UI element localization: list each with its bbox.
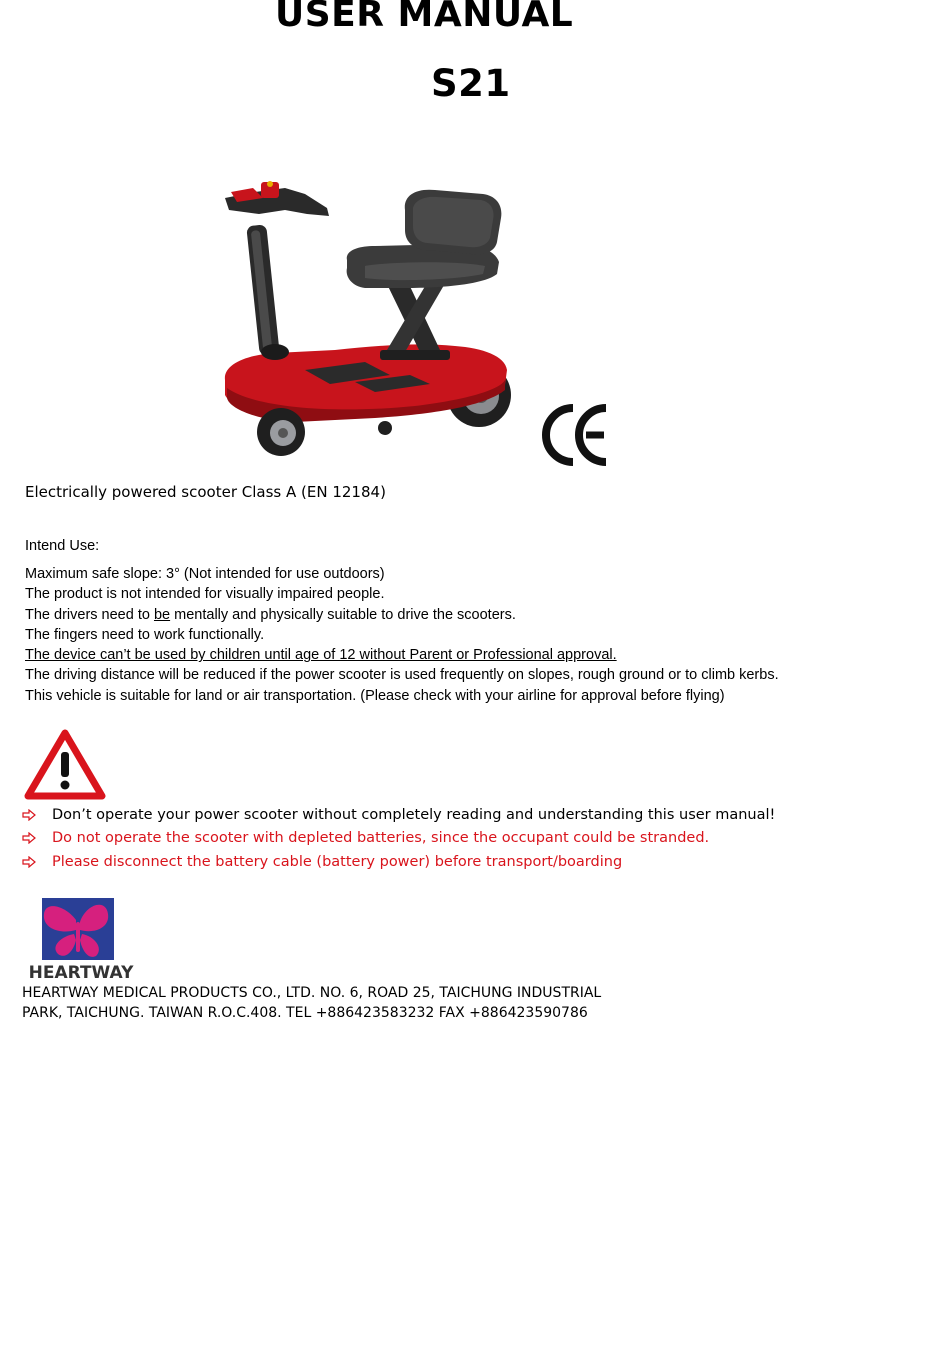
- intend-use-text: mentally and physically suitable to drive the scooters.: [170, 606, 516, 623]
- intend-use-item: The fingers need to work functionally.: [25, 626, 265, 643]
- warning-triangle-icon: [24, 728, 106, 800]
- intend-use-heading: Intend Use:: [25, 538, 100, 554]
- warning-text: Do not operate the scooter with depleted batteries, since the occupant could be stranded.: [52, 830, 710, 847]
- intend-use-item-age-restriction: The device can’t be used by children until age of 12 without Parent or Professional approval.: [25, 647, 617, 664]
- intend-use-item: The product is not intended for visually impaired people.: [25, 586, 385, 603]
- heartway-logo: [24, 896, 139, 982]
- scooter-image: [215, 170, 535, 460]
- logo-wordmark: HEARTWAY: [28, 963, 134, 982]
- company-address-line: PARK, TAICHUNG. TAIWAN R.O.C.408. TEL +886423583232 FAX +886423590786: [22, 1005, 588, 1021]
- intend-use-text: The drivers need to: [25, 606, 154, 623]
- warning-item: [22, 850, 775, 874]
- intend-use-item: [25, 605, 779, 625]
- warning-item: [22, 827, 775, 851]
- warning-text: Please disconnect the battery cable (battery power) before transport/boarding: [52, 853, 623, 870]
- arrow-right-outline-icon: [22, 809, 36, 821]
- intend-use-list: [25, 564, 779, 706]
- intend-use-item: Maximum safe slope: 3° (Not intended for use outdoors): [25, 566, 385, 582]
- company-address: [22, 983, 601, 1023]
- arrow-right-outline-icon: [22, 856, 36, 868]
- model-number: S21: [431, 62, 511, 105]
- company-address-line: HEARTWAY MEDICAL PRODUCTS CO., LTD. NO. 6, ROAD 25, TAICHUNG INDUSTRIAL: [22, 985, 602, 1001]
- warning-text: Don’t operate your power scooter without completely reading and understanding this user manual!: [52, 806, 776, 823]
- scooter-class-subtitle: Electrically powered scooter Class A (EN 12184): [25, 483, 386, 501]
- intend-use-underlined-word: be: [153, 606, 171, 623]
- warning-item: [22, 803, 775, 827]
- warning-list: [22, 803, 775, 874]
- ce-mark-icon: [542, 402, 612, 468]
- manual-title: USER MANUAL: [275, 0, 574, 35]
- arrow-right-outline-icon: [22, 832, 36, 844]
- intend-use-item: The driving distance will be reduced if the power scooter is used frequently on slopes, rough ground or to climb kerbs.: [25, 667, 779, 684]
- intend-use-item: This vehicle is suitable for land or air transportation. (Please check with your airline for approval before flying): [25, 687, 725, 704]
